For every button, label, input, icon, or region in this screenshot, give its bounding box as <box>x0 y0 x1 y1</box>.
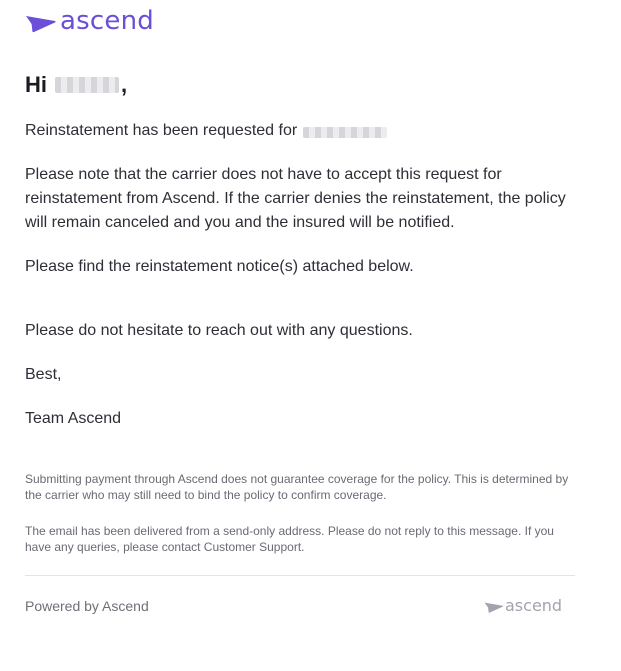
ascend-swoosh-icon <box>25 12 57 34</box>
greeting <box>25 72 127 98</box>
powered-by-text: Powered by Ascend <box>25 598 149 614</box>
greeting-prefix: Hi <box>25 72 47 97</box>
ascend-swoosh-icon <box>484 600 504 614</box>
greeting-suffix: , <box>121 72 128 97</box>
intro-line <box>25 119 570 143</box>
footer-logo-wordmark: ascend <box>505 596 563 615</box>
logo-wordmark: ascend <box>60 6 154 36</box>
send-only-disclaimer: The email has been delivered from a send-only address. Please do not reply to this message. If you have any queries, please contact Customer Support. <box>25 524 554 554</box>
attachment-note: Please find the reinstatement notice(s) attached below. <box>25 258 414 275</box>
header-logo[interactable] <box>25 8 154 38</box>
questions-note: Please do not hesitate to reach out with any questions. <box>25 322 413 339</box>
carrier-note: Please note that the carrier does not have to accept this request for reinstatement from Ascend. If the carrier denies the reinstatement, the policy will remain canceled and you and the insured will be notified. <box>25 166 566 231</box>
intro-text: Reinstatement has been requested for <box>25 122 298 139</box>
footer-divider <box>25 575 575 576</box>
sign-off: Best, <box>25 366 62 383</box>
signature: Team Ascend <box>25 410 122 427</box>
coverage-disclaimer: Submitting payment through Ascend does not guarantee coverage for the policy. This is determined by the carrier who may still need to bind the policy to confirm coverage. <box>25 472 569 502</box>
footer-logo[interactable] <box>484 597 562 617</box>
redacted-insured-name <box>303 127 387 138</box>
redacted-recipient-name <box>55 77 119 93</box>
